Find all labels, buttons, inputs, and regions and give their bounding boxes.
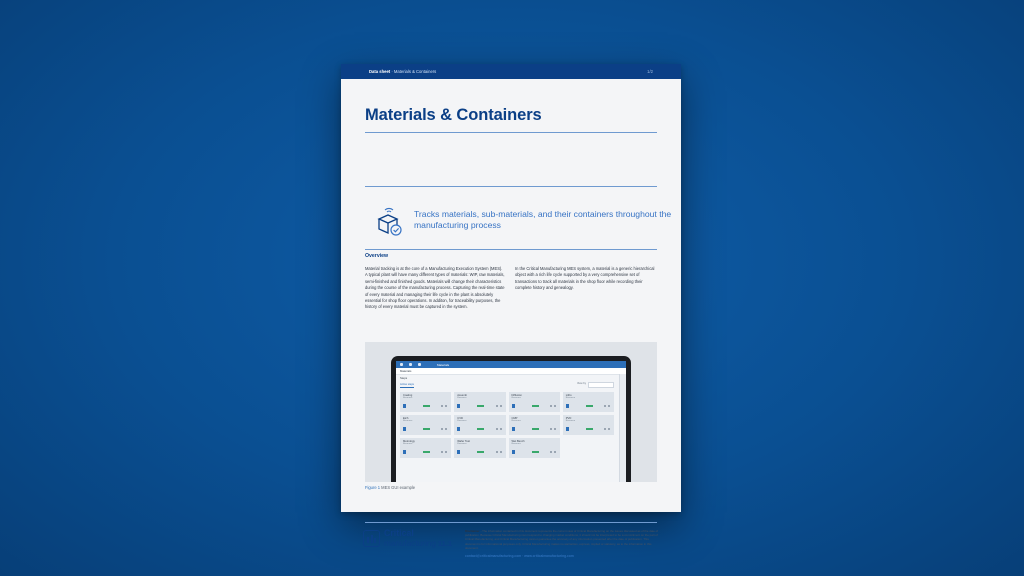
app-heading: Steps <box>400 376 408 380</box>
overview-paragraph-left: Material tracking is at the core of a Manufacturing Execution System (MES). A typical plant will have many different types of materials: WIP, raw materials, semi-finished and finished goods. Materials will change their characteristics during the course of the manufacturing process. Capturing the real-time state of every material and managing their life cycle in the plant is absolutely essential for shop floor operations. In additon, for traceability purposes, the history of every material must be captured in the system. <box>365 266 505 310</box>
info-icon <box>604 405 606 407</box>
disclaimer-text: - The information contained in this document represents the current view of Critical Manufacturing on the issues discussed as of the date of publication. Because Critical Manufacturing must respond to changing market conditions, it should not be interpreted to be a commitment on the part of Critical Manufacturing, and Critical Manufacturing cannot guarantee the accuracy of any information presented after the date of publication. This document is for informational purposes only. Critical Manufacturing makes no warranties, express, implied or statutory, as to the information in this document. <box>465 529 659 550</box>
page-header-bar <box>341 64 681 79</box>
tagline-divider-bottom <box>365 249 657 250</box>
resource-card-name: Wafer Test <box>457 440 470 443</box>
resource-card <box>509 392 560 412</box>
status-badge <box>423 428 430 430</box>
status-badge <box>477 428 484 430</box>
resource-icon <box>457 427 460 431</box>
resource-icon <box>512 450 515 454</box>
status-badge <box>423 451 430 453</box>
resource-card-type: Resource <box>457 397 467 399</box>
resource-card <box>400 392 451 412</box>
status-badge <box>532 428 539 430</box>
resource-card-name: PVD <box>565 417 572 420</box>
resource-card-name: Litho <box>565 394 572 397</box>
resource-card-name: Coating <box>403 394 413 397</box>
resource-card-type: Resource <box>511 420 521 422</box>
resource-card <box>454 415 505 435</box>
info-icon <box>604 428 606 430</box>
more-icon <box>554 428 556 430</box>
status-badge <box>532 451 539 453</box>
status-badge <box>423 405 430 407</box>
info-icon <box>550 428 552 430</box>
add-icon <box>418 363 421 366</box>
menu-icon <box>400 363 403 366</box>
caption-label: Figure 1 <box>365 485 381 490</box>
resource-card-type: Resource <box>565 397 576 399</box>
overview-paragraph-right: In the Critical Manufacturing MES system, a material is a generic hierarchical object with a rich life cycle supported by a very comprehensive set of transactions to track all materials in the shop floor while recording their complete history and genealogy. <box>515 266 655 291</box>
status-badge <box>586 405 593 407</box>
resource-card-type: Resource <box>511 397 521 399</box>
section-title-overview: Overview <box>365 253 389 259</box>
resource-card-type: Resource <box>403 397 413 399</box>
resource-card-type: Resource <box>511 443 521 445</box>
figure-caption <box>365 485 415 490</box>
header-doc-name: Materials & Containers <box>393 69 437 74</box>
resource-card-name: CVD <box>457 417 463 420</box>
home-icon <box>409 363 412 366</box>
resource-card-name: Metrology <box>403 440 415 443</box>
resource-card <box>454 392 505 412</box>
more-icon <box>500 451 502 453</box>
logo-line1: Critical <box>384 528 414 538</box>
more-icon <box>554 405 556 407</box>
app-breadcrumb: Materials <box>396 368 626 375</box>
tablet-device <box>391 356 631 482</box>
info-icon <box>441 451 443 453</box>
resource-icon <box>403 427 406 431</box>
resource-card <box>563 415 614 435</box>
figure-mes-screenshot <box>365 342 657 482</box>
resource-card-name: Etch <box>403 417 409 420</box>
resource-card-type: Resource <box>403 420 413 422</box>
info-icon <box>441 405 443 407</box>
status-badge <box>586 428 593 430</box>
resource-card <box>400 438 451 458</box>
resource-icon <box>566 404 569 408</box>
more-icon <box>445 405 447 407</box>
info-icon <box>496 451 498 453</box>
logo-line2: manufacturing <box>384 538 436 548</box>
resource-icon <box>403 404 406 408</box>
tagline: Tracks materials, sub-materials, and their containers throughout the manufacturing process <box>414 209 672 230</box>
info-icon <box>496 405 498 407</box>
resource-card <box>454 438 505 458</box>
more-icon <box>445 428 447 430</box>
footer-divider <box>365 522 657 523</box>
tagline-divider-top <box>365 186 657 187</box>
more-icon <box>445 451 447 453</box>
header-breadcrumb: Data sheet · Materials & Containers <box>369 69 437 74</box>
resource-icon <box>512 404 515 408</box>
company-logo <box>363 529 452 548</box>
info-icon <box>441 428 443 430</box>
logo-mark-icon <box>363 530 380 547</box>
resource-card-name: Assemb <box>457 394 467 397</box>
resource-card-name: Wet Bench <box>511 440 525 443</box>
page-title: Materials & Containers <box>365 106 542 124</box>
resource-card <box>509 438 560 458</box>
app-side-panel <box>619 374 626 482</box>
more-icon <box>500 428 502 430</box>
resource-card-name: Diffusion <box>511 394 522 397</box>
resource-icon <box>457 450 460 454</box>
status-badge <box>477 405 484 407</box>
caption-text: MES GUI example <box>381 485 416 490</box>
resource-card <box>400 415 451 435</box>
resource-card <box>509 415 560 435</box>
header-doc-type: Data sheet <box>369 69 391 74</box>
app-screen <box>396 361 626 482</box>
resource-card-grid <box>400 392 614 458</box>
status-badge <box>532 405 539 407</box>
logo-version: 11.1 <box>437 538 453 548</box>
datasheet-page <box>341 64 681 558</box>
resource-card <box>563 392 614 412</box>
info-icon <box>550 451 552 453</box>
resource-icon <box>512 427 515 431</box>
resource-card-type: Resource <box>457 420 467 422</box>
resource-card-type: Resource <box>457 443 467 445</box>
more-icon <box>554 451 556 453</box>
resource-icon <box>457 404 460 408</box>
app-name: Materials <box>437 362 450 367</box>
resource-card-type: Resource <box>403 443 413 445</box>
app-search-input <box>588 382 614 388</box>
resource-icon <box>403 450 406 454</box>
resource-card-name: CMP <box>511 417 518 420</box>
contact-info: contact@criticalmanufacturing.com · www.criticalmanufacturing.com <box>465 554 574 558</box>
page-number: 1/2 <box>647 69 653 74</box>
resource-card-type: Resource <box>565 420 576 422</box>
app-tab-active: Active steps <box>400 383 414 386</box>
more-icon <box>608 405 610 407</box>
status-badge <box>477 451 484 453</box>
disclaimer <box>465 529 659 550</box>
title-divider <box>365 132 657 133</box>
more-icon <box>500 405 502 407</box>
app-top-bar <box>396 361 626 368</box>
info-icon <box>550 405 552 407</box>
resource-icon <box>566 427 569 431</box>
more-icon <box>608 428 610 430</box>
disclaimer-label: Disclaimer <box>465 529 480 533</box>
info-icon <box>496 428 498 430</box>
box-with-checkmark-and-wireless-icon <box>371 204 405 238</box>
app-view-selector: View by <box>576 382 586 385</box>
